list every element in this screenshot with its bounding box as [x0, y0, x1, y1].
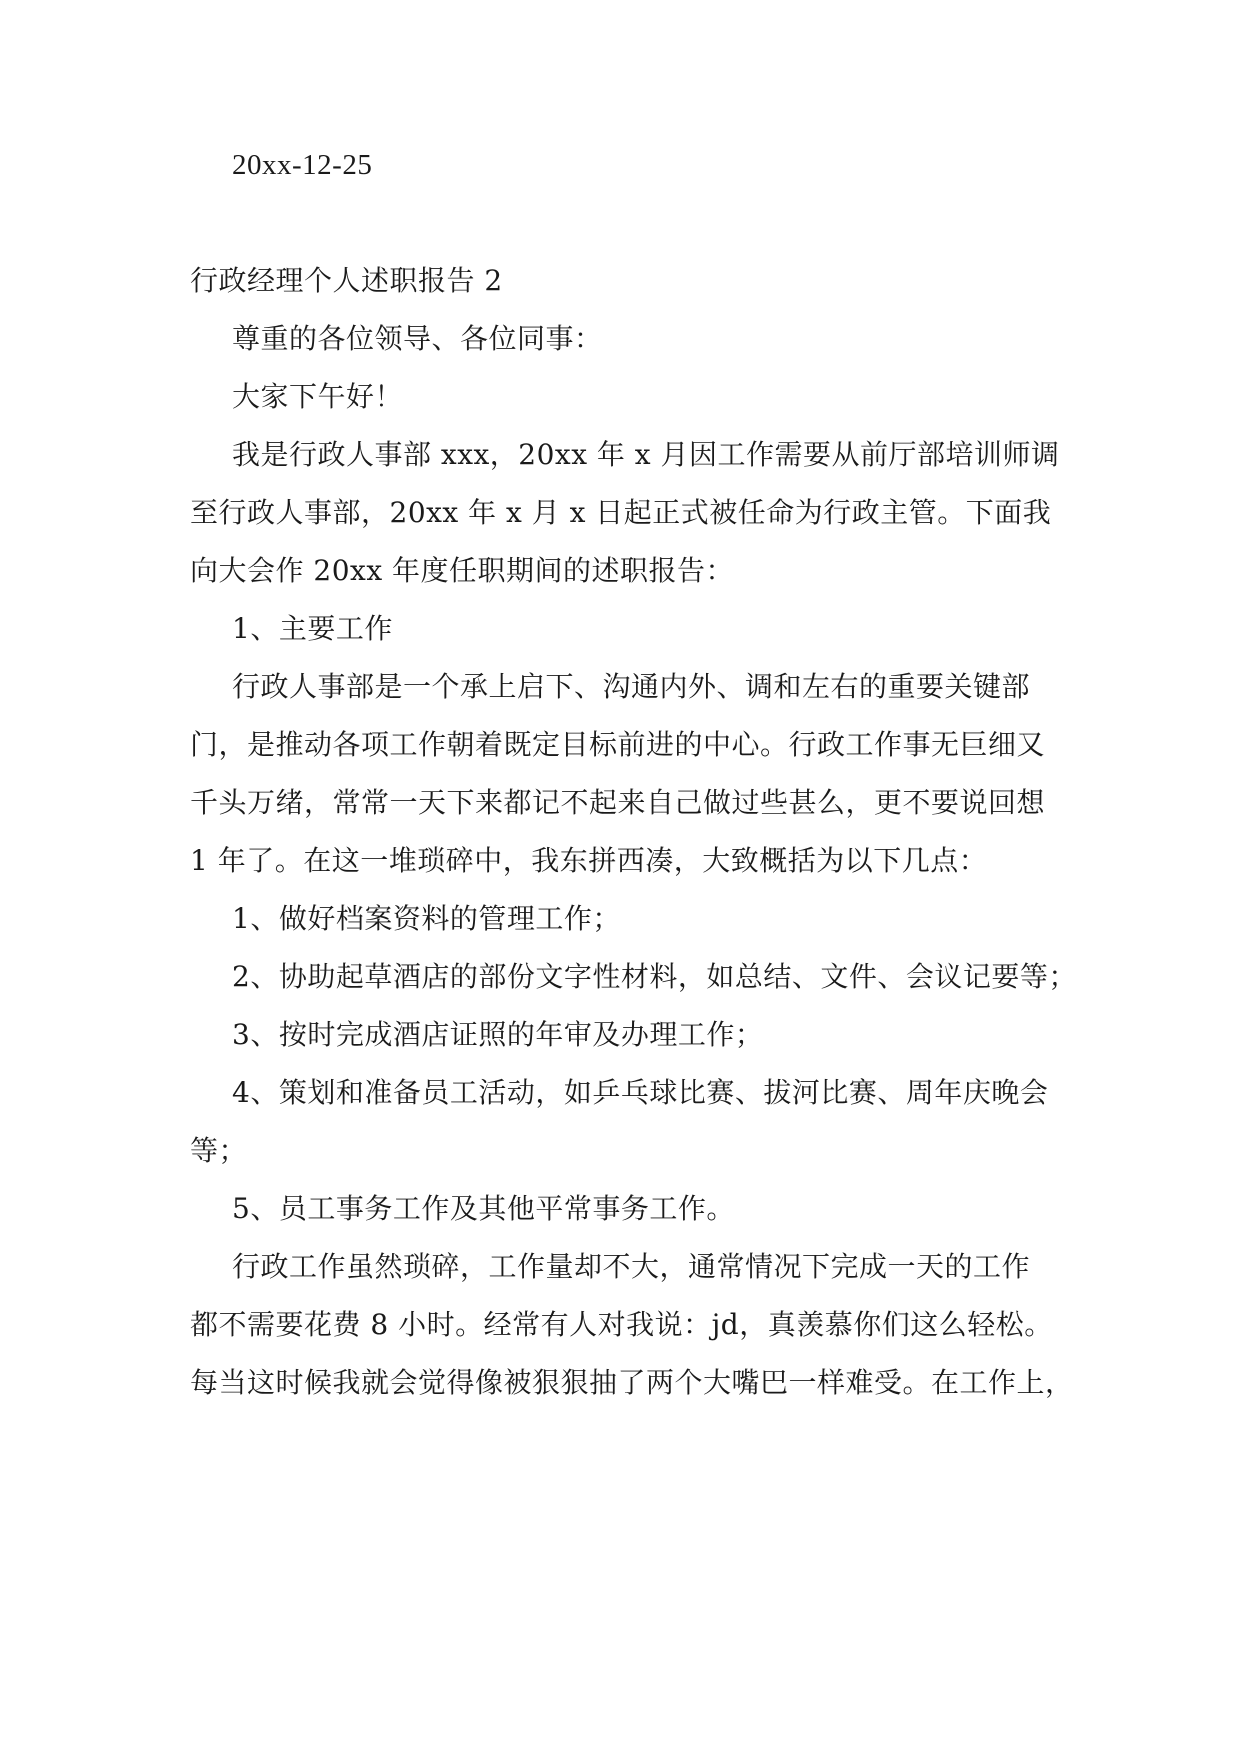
greeting: 尊重的各位领导、各位同事： — [232, 322, 603, 355]
section-body-line-4: 1 年了。在这一堆琐碎中，我东拼西凑，大致概括为以下几点： — [190, 844, 988, 877]
closing-line-3: 每当这时候我就会觉得像被狠狠抽了两个大嘴巴一样难受。在工作上， — [190, 1366, 1074, 1399]
closing-line-1: 行政工作虽然琐碎，工作量却不大，通常情况下完成一天的工作 — [232, 1250, 1031, 1283]
list-item-2: 2、协助起草酒店的部份文字性材料，如总结、文件、会议记要等； — [232, 960, 1077, 993]
list-item-5: 5、员工事务工作及其他平常事务工作。 — [232, 1192, 735, 1225]
list-item-3: 3、按时完成酒店证照的年审及办理工作； — [232, 1018, 764, 1051]
list-item-1: 1、做好档案资料的管理工作； — [232, 902, 621, 935]
salutation: 大家下午好！ — [232, 380, 404, 413]
intro-line-2: 至行政人事部，20xx 年 x 月 x 日起正式被任命为行政主管。下面我 — [190, 496, 1052, 529]
list-item-4-continued: 等； — [190, 1134, 248, 1167]
closing-line-2: 都不需要花费 8 小时。经常有人对我说：jd，真羡慕你们这么轻松。 — [190, 1308, 1053, 1341]
section-body-line-1: 行政人事部是一个承上启下、沟通内外、调和左右的重要关键部 — [232, 670, 1031, 703]
intro-line-1: 我是行政人事部 xxx，20xx 年 x 月因工作需要从前厅部培训师调 — [232, 438, 1060, 471]
intro-line-3: 向大会作 20xx 年度任职期间的述职报告： — [190, 554, 735, 587]
list-item-4: 4、策划和准备员工活动，如乒乓球比赛、拔河比赛、周年庆晚会 — [232, 1076, 1049, 1109]
section-body-line-2: 门，是推动各项工作朝着既定目标前进的中心。行政工作事无巨细又 — [190, 728, 1046, 761]
report-date: 20xx-12-25 — [232, 149, 373, 181]
section-heading: 1、主要工作 — [232, 612, 393, 645]
section-body-line-3: 千头万绪，常常一天下来都记不起来自己做过些甚么，更不要说回想 — [190, 786, 1046, 819]
report-title: 行政经理个人述职报告 2 — [190, 264, 503, 297]
